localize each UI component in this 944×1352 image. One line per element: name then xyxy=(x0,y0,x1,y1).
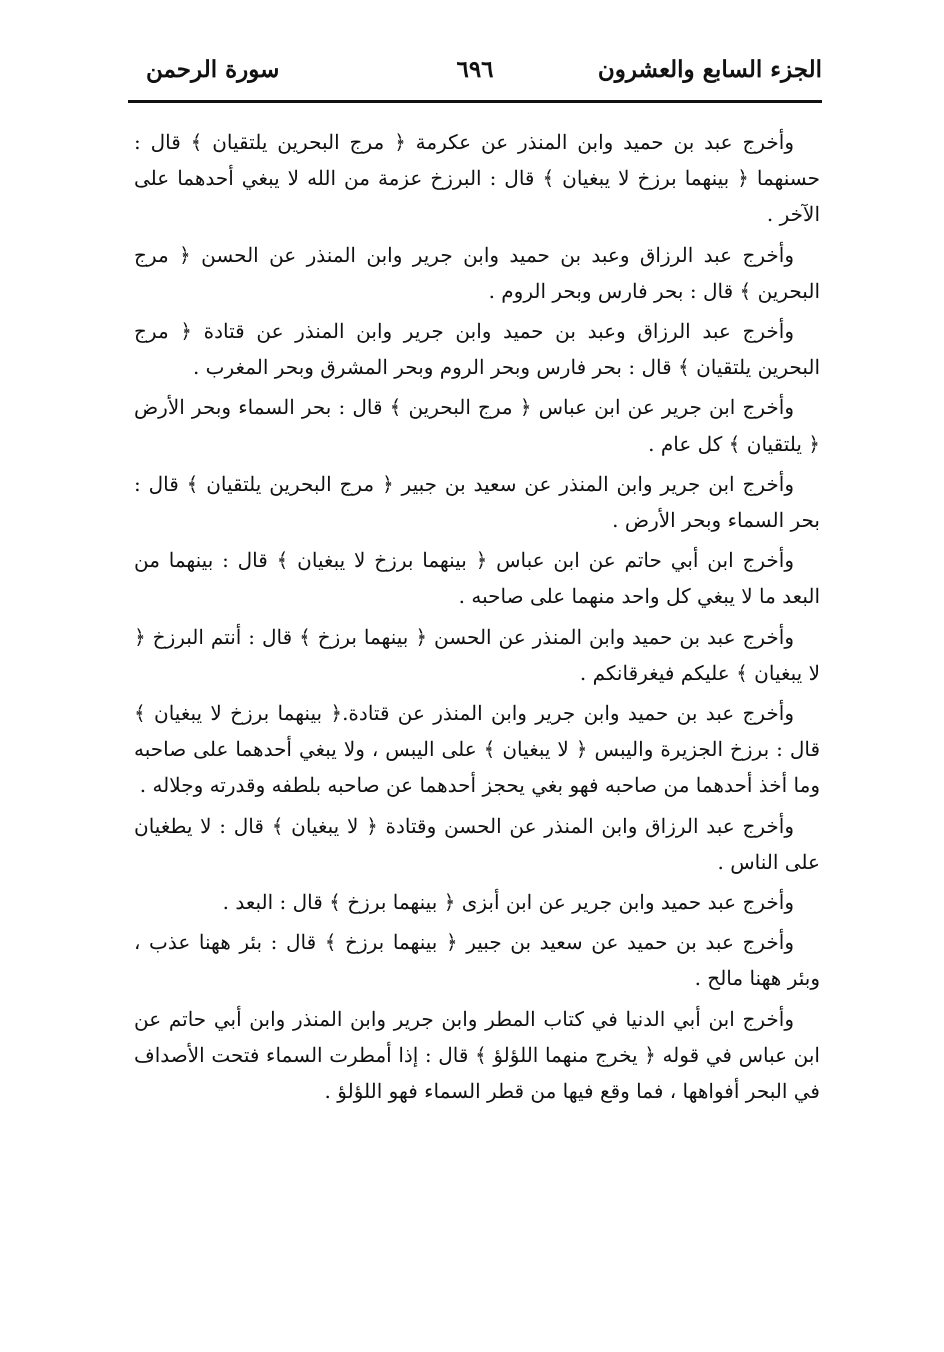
page-body xyxy=(134,124,820,1113)
paragraph: وأخرج عبد الرزاق وعبد بن حميد وابن جرير وابن المنذر عن الحسن ﴿ مرج البحرين ﴾ قال : بحر فارس وبحر الروم . xyxy=(134,242,820,303)
page-header xyxy=(128,48,822,98)
paragraph: وأخرج عبد بن حميد وابن جرير وابن المنذر عن قتادة.﴿ بينهما برزخ لا يبغيان ﴾ قال : برزخ الجزيرة واليبس ﴿ لا يبغيان ﴾ على اليبس ، ولا يبغي أحدهما على صاحبه وما أخذ أحدهما من صاحبه فهو بغي يحجز أحدهما عن صاحبه بلطفه وقدرته وجلاله . xyxy=(134,701,820,798)
paragraph: وأخرج عبد بن حميد وابن المنذر عن الحسن ﴿ بينهما برزخ ﴾ قال : أنتم البرزخ ﴿ لا يبغيان ﴾ عليكم فيغرقانكم . xyxy=(134,624,820,685)
paragraph: وأخرج ابن أبي الدنيا في كتاب المطر وابن جرير وابن المنذر وابن أبي حاتم عن ابن عباس في قوله ﴿ يخرج منهما اللؤلؤ ﴾ قال : إذا أمطرت السماء فتحت الأصداف في البحر أفواهها ، فما وقع فيها من قطر السماء فهو اللؤلؤ . xyxy=(134,1006,820,1104)
paragraph: وأخرج ابن جرير عن ابن عباس ﴿ مرج البحرين ﴾ قال : بحر السماء وبحر الأرض ﴿ يلتقيان ﴾ كل عام . xyxy=(134,395,820,456)
paragraph: وأخرج عبد الرزاق وابن المنذر عن الحسن وقتادة ﴿ لا يبغيان ﴾ قال : لا يطغيان على الناس . xyxy=(134,813,820,874)
paragraph: وأخرج ابن جرير وابن المنذر عن سعيد بن جبير ﴿ مرج البحرين يلتقيان ﴾ قال : بحر السماء وبحر الأرض . xyxy=(134,471,820,533)
paragraph: وأخرج عبد الرزاق وعبد بن حميد وابن جرير وابن المنذر عن قتادة ﴿ مرج البحرين يلتقيان ﴾ قال : بحر فارس وبحر الروم وبحر المشرق وبحر المغرب . xyxy=(134,319,820,380)
header-rule xyxy=(128,100,822,103)
paragraph: وأخرج عبد بن حميد وابن المنذر عن عكرمة ﴿ مرج البحرين يلتقيان ﴾ قال : حسنهما ﴿ بينهما برزخ لا يبغيان ﴾ قال : البرزخ عزمة من الله لا يبغي أحدهما على الآخر . xyxy=(134,130,820,227)
page-number: ٦٩٦ xyxy=(456,56,494,83)
paragraph: وأخرج عبد حميد وابن جرير عن ابن أبزى ﴿ بينهما برزخ ﴾ قال : البعد . xyxy=(222,890,794,915)
paragraph: وأخرج عبد بن حميد عن سعيد بن جبير ﴿ بينهما برزخ ﴾ قال : بئر ههنا عذب ، وبئر ههنا مالح . xyxy=(134,930,820,991)
running-head-surah: سورة الرحمن xyxy=(146,56,280,83)
running-head-part: الجزء السابع والعشرون xyxy=(597,56,822,83)
paragraph: وأخرج ابن أبي حاتم عن ابن عباس ﴿ بينهما برزخ لا يبغيان ﴾ قال : بينهما من البعد ما لا يبغي كل واحد منهما على صاحبه . xyxy=(134,548,820,609)
